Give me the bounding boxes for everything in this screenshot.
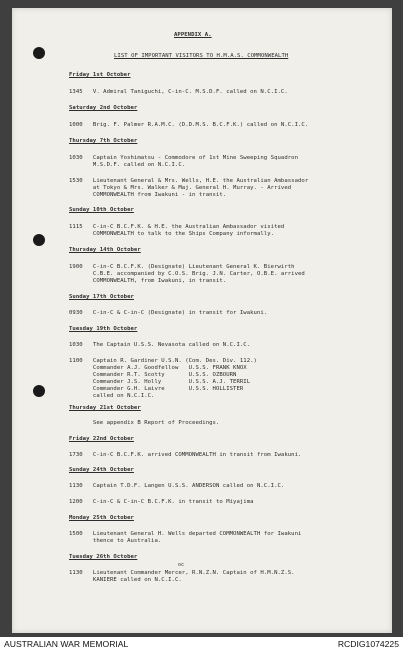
visitor-entry: Commander A.J. Goodfellow U.S.S. FRANK KNOX <box>69 365 247 371</box>
visitor-entry: thence to Australia. <box>69 538 162 544</box>
handwritten-annotation: oc <box>178 562 185 568</box>
visitor-entry: called on N.C.I.C. <box>69 393 155 399</box>
archive-footer <box>0 637 403 653</box>
date-heading: Thursday 7th October <box>69 138 138 144</box>
date-heading: Tuesday 19th October <box>69 326 138 332</box>
visitor-entry: 1730 C-in-C B.C.F.K. arrived COMMONWEALTH in transit from Iwakuni. <box>69 452 302 458</box>
visitor-entry: See appendix B Report of Proceedings. <box>69 420 220 426</box>
visitor-entry: M.S.D.F. called on N.C.I.C. <box>69 162 186 168</box>
date-heading: Sunday 10th October <box>69 207 134 213</box>
list-title: LIST OF IMPORTANT VISITORS TO H.M.A.S. COMMONWEALTH <box>114 53 289 59</box>
visitor-entry: COMMONWEALTH, from Iwakuni, in transit. <box>69 278 227 284</box>
visitor-entry: Commander J.S. Holly U.S.S. A.J. TERRIL <box>69 379 251 385</box>
date-heading: Sunday 17th October <box>69 294 134 300</box>
date-heading: Friday 22nd October <box>69 436 134 442</box>
visitor-entry: 1130 Lieutenant Commander Mercer, R.N.Z.N. Captain of H.M.N.Z.S. <box>69 570 295 576</box>
visitor-entry: Commander G.H. Laivre U.S.S. HOLLISTER <box>69 386 244 392</box>
archive-name: AUSTRALIAN WAR MEMORIAL <box>4 639 129 649</box>
date-heading: Friday 1st October <box>69 72 131 78</box>
date-heading: Monday 25th October <box>69 515 134 521</box>
visitor-entry: Commander R.T. Scotty U.S.S. OZBOURN <box>69 372 237 378</box>
visitor-entry: C.B.E. accompanied by C.O.S. Brig. J.N. Carter, O.B.E. arrived <box>69 271 305 277</box>
visitor-entry: 1530 Lieutenant General & Mrs. Wells, H.E. the Australian Ambassador <box>69 178 309 184</box>
visitor-entry: 1130 Captain T.D.F. Langen U.S.S. ANDERSON called on N.C.I.C. <box>69 483 285 489</box>
visitor-entry: COMMONWEALTH to talk to the Ships Company informally. <box>69 231 275 237</box>
date-heading: Sunday 24th October <box>69 467 134 473</box>
visitor-entry: 1115 C-in-C B.C.F.K. & H.E. the Australian Ambassador visited <box>69 224 285 230</box>
visitor-entry: COMMONWEALTH from Iwakuni - in transit. <box>69 192 227 198</box>
visitor-entry: KANIERE called on N.C.I.C. <box>69 577 182 583</box>
visitor-entry: 1345 V. Admiral Taniguchi, C-in-C. M.S.D.F. called on N.C.I.C. <box>69 89 288 95</box>
document-page <box>12 8 392 633</box>
visitor-entry: 1030 Captain Yoshimatsu - Commodore of 1st Mine Sweeping Squadron <box>69 155 298 161</box>
date-heading: Thursday 21st October <box>69 405 141 411</box>
visitor-entry: 1030 The Captain U.S.S. Nevasota called on N.C.I.C. <box>69 342 251 348</box>
visitor-entry: 1100 Captain R. Gardiner U.S.N. (Com. Des. Div. 112.) <box>69 358 257 364</box>
visitor-entry: 1200 C-in-C & C-in-C B.C.F.K. in transit to Miyajima <box>69 499 254 505</box>
punch-hole <box>33 234 45 246</box>
visitor-entry: 0930 C-in-C & C-in-C (Designate) in transit for Iwakuni. <box>69 310 268 316</box>
punch-hole <box>33 385 45 397</box>
archive-reference: RCDIG1074225 <box>337 639 399 649</box>
visitor-entry: at Tokyo & Mrs. Walker & Maj. General H. Murray. - Arrived <box>69 185 292 191</box>
date-heading: Thursday 14th October <box>69 247 141 253</box>
appendix-title: APPENDIX A. <box>174 32 212 38</box>
visitor-entry: 1000 Brig. F. Palmer R.A.M.C. (D.D.M.S. B.C.F.K.) called on N.C.I.C. <box>69 122 309 128</box>
date-heading: Saturday 2nd October <box>69 105 138 111</box>
date-heading: Tuesday 26th October <box>69 554 138 560</box>
punch-hole <box>33 47 45 59</box>
visitor-entry: 1500 Lieutenant General H. Wells departed COMMONWEALTH for Iwakuni <box>69 531 302 537</box>
visitor-entry: 1900 C-in-C B.C.F.K. (Designate) Lieutenant General K. Bierwirth <box>69 264 295 270</box>
